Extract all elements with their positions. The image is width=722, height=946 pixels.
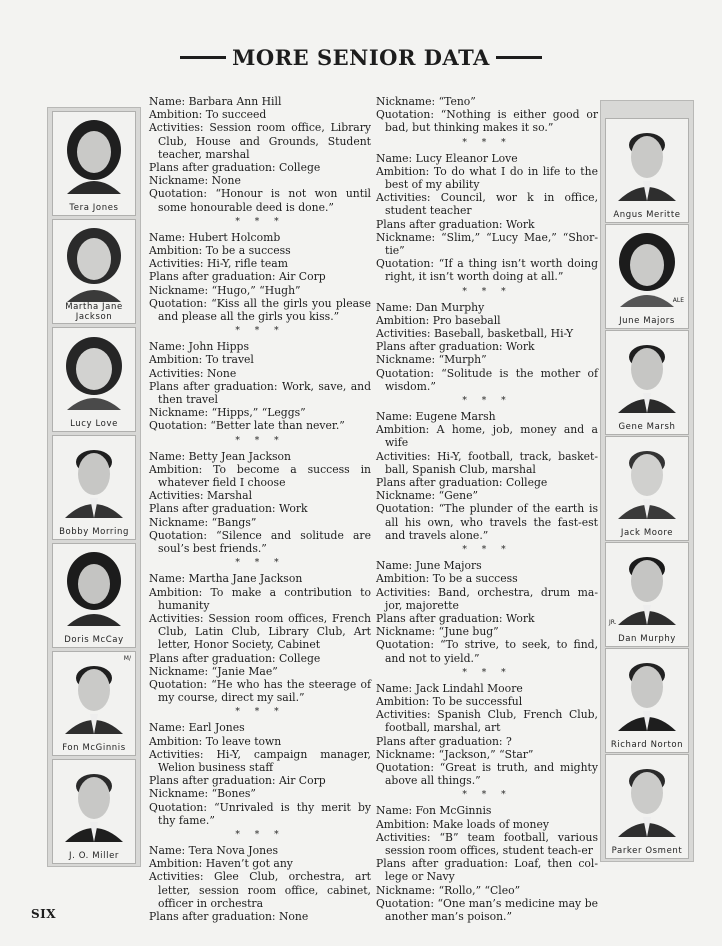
- male-portrait-icon: [59, 764, 129, 842]
- entry-separator: * * *: [235, 216, 285, 227]
- portrait-caption: Dan Murphy: [618, 634, 676, 644]
- senior-entry-eugene-marsh: Name: Eugene Marsh Ambition: A home, job, money and a wife Activities: Hi-Y, football, track, basket-ball, Spanish Club, marshal Plans after graduation: College Nickname: “Gene” Quotation: “The plunder of the earth is all his own, who travels the fast-est and travels alone.”: [376, 410, 598, 542]
- portrait-caption: Doris McCay: [64, 635, 124, 645]
- page-header: [0, 42, 722, 72]
- male-portrait-icon: [59, 440, 129, 518]
- portrait-june-majors: [605, 224, 689, 329]
- male-portrait-icon: [612, 335, 682, 413]
- portrait-tera-jones: [52, 111, 136, 216]
- entry-separator: * * *: [462, 396, 512, 407]
- title-rule-right: [496, 56, 542, 59]
- photo-mark: JR.: [609, 619, 617, 626]
- photo-mark: ALE: [672, 297, 684, 304]
- entry-separator: * * *: [462, 137, 512, 148]
- male-portrait-icon: [612, 653, 682, 731]
- portrait-caption: Martha Jane Jackson: [65, 302, 123, 322]
- senior-entry-fon-mcginnis: Name: Fon McGinnis Ambition: Make loads of money Activities: “B” team football, various session room offices, student teach-er Plans after graduation: Loaf, then col-lege or Navy Nickname: “Rollo,” “Cleo” Quotation: “One man’s medicine may be another man’s poison.”: [376, 804, 598, 923]
- portrait-caption: J. O. Miller: [68, 851, 119, 861]
- senior-entry-earl-jones: Name: Earl Jones Ambition: To leave town Activities: Hi-Y, campaign manager, Welion business staff Plans after graduation: Air Corp Nickname: “Bones” Quotation: “Unrivaled is thy merit by thy fame.”: [149, 721, 371, 827]
- portrait-parker-osment: [605, 754, 689, 859]
- senior-entry-barbara-ann-hill: Name: Barbara Ann Hill Ambition: To succeed Activities: Session room office, Library Club, House and Grounds, Student teacher, marshal Plans after graduation: College Nickname: None Quotation: “Honour is not won until some honourable deed is done.”: [149, 95, 371, 214]
- portrait-caption: Fon McGinnis: [62, 743, 126, 753]
- senior-entry-martha-jane-jackson: Name: Martha Jane Jackson Ambition: To make a contribution to humanity Activities: Session room offices, French Club, Latin Club, Library Club, Art letter, Honor Society, Cabinet Plans after graduation: College Nickname: “Janie Mae” Quotation: “He who has the steerage of my course, direct my sail.”: [149, 572, 371, 705]
- portrait-martha-jane-jackson: [52, 219, 136, 324]
- senior-entry-lucy-eleanor-love: Name: Lucy Eleanor Love Ambition: To do what I do in life to the best of my ability Activities: Council, wor k in office, student teacher Plans after graduation: Work Nickname: “Slim,” “Lucy Mae,” “Shor-tie” Quotation: “If a thing isn’t worth doing right, it isn’t worth doing at all.”: [376, 151, 598, 284]
- portrait-caption: Parker Osment: [611, 846, 683, 856]
- portrait-caption: Angus Meritte: [613, 210, 681, 220]
- portrait-bobby-morring: [52, 435, 136, 540]
- portrait-caption: Richard Norton: [610, 740, 684, 750]
- portrait-caption: Lucy Love: [70, 419, 118, 429]
- entry-separator: * * *: [462, 545, 512, 556]
- male-portrait-icon: [612, 441, 682, 519]
- portrait-j-o-miller: [52, 759, 136, 864]
- portrait-caption: Bobby Morring: [59, 527, 129, 537]
- portrait-caption: Jack Moore: [620, 528, 674, 538]
- senior-entry-tera-nova-jones-continued: Nickname: “Teno” Quotation: “Nothing is either good or bad, but thinking makes it so.”: [376, 95, 598, 135]
- portrait-jack-moore: [605, 436, 689, 541]
- entry-separator: * * *: [462, 667, 512, 678]
- male-portrait-icon: [612, 547, 682, 625]
- senior-entry-john-hipps: Name: John Hipps Ambition: To travel Activities: None Plans after graduation: Work, save, and then travel Nickname: “Hipps,” “Leggs” Quotation: “Better late than never.”: [149, 340, 371, 433]
- female-portrait-icon: [612, 229, 682, 307]
- entry-separator: * * *: [235, 435, 285, 446]
- entry-separator: * * *: [462, 790, 512, 801]
- photo-mark: M/: [123, 655, 131, 662]
- entry-separator: * * *: [235, 707, 285, 718]
- portrait-caption: Tera Jones: [69, 203, 119, 213]
- senior-entry-tera-nova-jones: Name: Tera Nova Jones Ambition: Haven’t got any Activities: Glee Club, orchestra, art letter, session room office, cabinet, officer in orchestra Plans after graduation: None: [149, 843, 371, 923]
- female-portrait-icon: [59, 548, 129, 626]
- entry-separator: * * *: [462, 286, 512, 297]
- senior-entry-betty-jean-jackson: Name: Betty Jean Jackson Ambition: To become a success in whatever field I choose Activities: Marshal Plans after graduation: Work Nickname: “Bangs” Quotation: “Silence and solitude are soul’s best friends.”: [149, 449, 371, 556]
- text-column-left: [149, 95, 371, 923]
- portrait-richard-norton: [605, 648, 689, 753]
- text-column-right: [376, 95, 598, 923]
- page-title: MORE SENIOR DATA: [232, 44, 490, 70]
- portrait-angus-meritte: [605, 118, 689, 223]
- entry-separator: * * *: [235, 326, 285, 337]
- senior-entry-june-majors: Name: June Majors Ambition: To be a success Activities: Band, orchestra, drum ma-jor, majorette Plans after graduation: Work Nickname: “June bug” Quotation: “To strive, to seek, to find, and not to yield.”: [376, 559, 598, 665]
- male-portrait-icon: [59, 656, 129, 734]
- entry-separator: * * *: [235, 829, 285, 840]
- portrait-fon-mcginnis: [52, 651, 136, 756]
- portrait-caption: Gene Marsh: [618, 422, 676, 432]
- senior-entry-jack-lindahl-moore: Name: Jack Lindahl Moore Ambition: To be successful Activities: Spanish Club, French Club, football, marshal, art Plans after graduation: ? Nickname: “Jackson,” “Star” Quotation: “Great is truth, and mighty above all things.”: [376, 681, 598, 788]
- portrait-caption: June Majors: [619, 316, 675, 326]
- entry-separator: * * *: [235, 558, 285, 569]
- male-portrait-icon: [612, 123, 682, 201]
- male-portrait-icon: [612, 759, 682, 837]
- page-number: SIX: [31, 907, 57, 921]
- title-rule-left: [180, 56, 226, 59]
- right-photo-column: [600, 100, 694, 862]
- portrait-gene-marsh: [605, 330, 689, 435]
- portrait-dan-murphy: [605, 542, 689, 647]
- senior-entry-hubert-holcomb: Name: Hubert Holcomb Ambition: To be a success Activities: Hi-Y, rifle team Plans after graduation: Air Corp Nickname: “Hugo,” “Hugh” Quotation: “Kiss all the girls you please and please all the girls you kiss.”: [149, 230, 371, 324]
- female-portrait-icon: [59, 116, 129, 194]
- senior-entry-dan-murphy: Name: Dan Murphy Ambition: Pro baseball Activities: Baseball, basketball, Hi-Y Plans after graduation: Work Nickname: “Murph” Quotation: “Solitude is the mother of wisdom.”: [376, 300, 598, 393]
- female-portrait-icon: [59, 224, 129, 302]
- portrait-doris-mccay: [52, 543, 136, 648]
- left-photo-column: [47, 107, 141, 867]
- portrait-lucy-love: [52, 327, 136, 432]
- female-portrait-icon: [59, 332, 129, 410]
